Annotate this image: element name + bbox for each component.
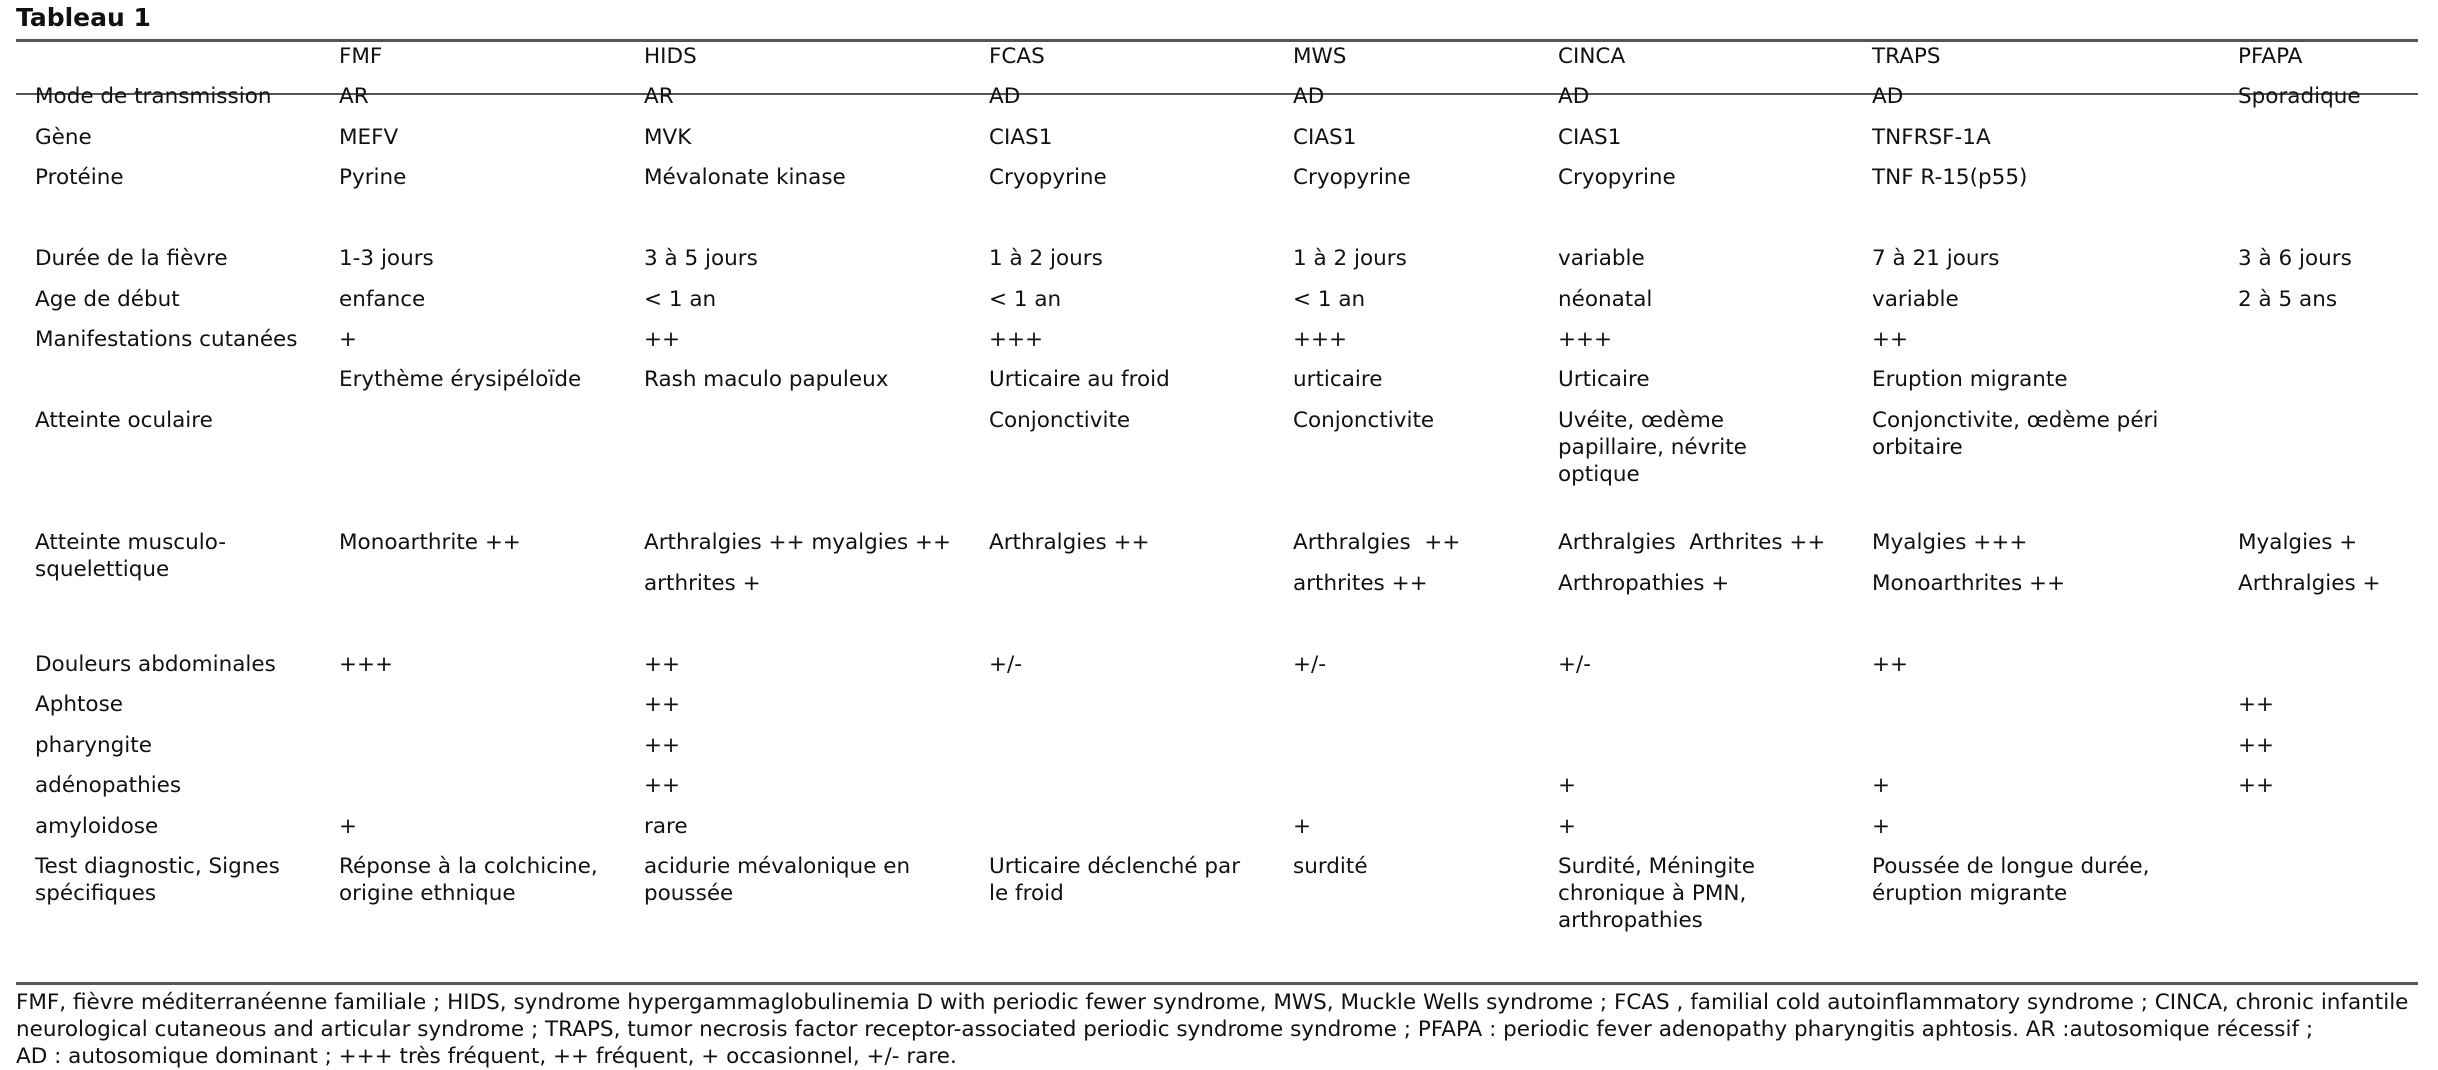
row-label: Atteinte musculo- squelettique [35, 530, 227, 582]
table-cell: Urticaire [1558, 367, 1650, 392]
table-cell: CIAS1 [1293, 125, 1357, 150]
table-cell: ++ [2238, 773, 2275, 798]
table-cell: + [1558, 814, 1577, 839]
table-cell: Sporadique [2238, 84, 2361, 109]
table-cell: MVK [644, 125, 692, 150]
table-cell: AR [644, 84, 674, 109]
row-label: Atteinte oculaire [35, 408, 213, 433]
table-cell: Monoarthrites ++ [1872, 571, 2066, 596]
table-cell: +/- [1293, 652, 1327, 677]
table-cell: Conjonctivite, œdème péri orbitaire [1872, 408, 2159, 460]
bottom-rule [16, 982, 2418, 985]
table-cell: variable [1558, 246, 1645, 271]
table-cell: arthrites + [644, 571, 761, 596]
table-cell: AD [989, 84, 1021, 109]
column-header: HIDS [644, 44, 697, 69]
table-cell: Réponse à la colchicine, origine ethnique [339, 854, 598, 906]
table-cell: 2 à 5 ans [2238, 287, 2338, 312]
table-cell: TNF R-15(p55) [1872, 165, 2028, 190]
header-rule [16, 93, 2418, 95]
table-cell: +++ [989, 327, 1044, 352]
column-header: PFAPA [2238, 44, 2303, 69]
table-cell: + [1872, 773, 1891, 798]
top-rule [16, 39, 2418, 42]
row-label: pharyngite [35, 733, 152, 758]
table-cell: AD [1293, 84, 1325, 109]
table-cell: + [1558, 773, 1577, 798]
table-cell: + [339, 327, 358, 352]
table-cell: ++ [1872, 327, 1909, 352]
table-cell: AD [1558, 84, 1590, 109]
footnote-line: AD : autosomique dominant ; +++ très fréquent, ++ fréquent, + occasionnel, +/- rare. [16, 1044, 957, 1069]
table-cell: Conjonctivite [1293, 408, 1435, 433]
table-cell: Myalgies + [2238, 530, 2358, 555]
table-cell: ++ [644, 733, 681, 758]
table-cell: Arthralgies ++ [989, 530, 1150, 555]
row-label: Manifestations cutanées [35, 327, 298, 352]
row-label: Age de début [35, 287, 180, 312]
column-header: FMF [339, 44, 383, 69]
footnote [16, 989, 2416, 1070]
column-header: FCAS [989, 44, 1045, 69]
table-cell: Rash maculo papuleux [644, 367, 889, 392]
table-cell: Myalgies +++ [1872, 530, 2028, 555]
table-cell: +/- [1558, 652, 1592, 677]
table-cell: 1-3 jours [339, 246, 434, 271]
row-label: Mode de transmission [35, 84, 272, 109]
table-cell: MEFV [339, 125, 399, 150]
row-label: adénopathies [35, 773, 182, 798]
table-cell: Pyrine [339, 165, 407, 190]
table-cell: Cryopyrine [1558, 165, 1676, 190]
table-title: Tableau 1 [16, 3, 151, 32]
column-header: CINCA [1558, 44, 1626, 69]
row-label: Douleurs abdominales [35, 652, 276, 677]
column-header: TRAPS [1872, 44, 1941, 69]
table-cell: Cryopyrine [1293, 165, 1411, 190]
table-cell: ++ [644, 692, 681, 717]
table-cell: + [1872, 814, 1891, 839]
table-cell: ++ [2238, 692, 2275, 717]
row-label: Gène [35, 125, 92, 150]
table-cell: variable [1872, 287, 1959, 312]
table-cell: acidurie mévalonique en poussée [644, 854, 911, 906]
row-label: Test diagnostic, Signes spécifiques [35, 854, 280, 906]
table-cell: 1 à 2 jours [1293, 246, 1407, 271]
table-cell: Urticaire au froid [989, 367, 1170, 392]
table-cell: Mévalonate kinase [644, 165, 846, 190]
table-cell: 1 à 2 jours [989, 246, 1103, 271]
table-cell: Surdité, Méningite chronique à PMN, arthropathies [1558, 854, 1755, 933]
table-cell: ++ [1872, 652, 1909, 677]
table-cell: TNFRSF-1A [1872, 125, 1991, 150]
table-cell: 3 à 6 jours [2238, 246, 2352, 271]
row-label: Aphtose [35, 692, 123, 717]
table-cell: Arthralgies + [2238, 571, 2381, 596]
footnote-line: FMF, fièvre méditerranéenne familiale ; HIDS, syndrome hypergammaglobulinemia D with periodic fewer syndrome, MWS, Muckle Wells syndrome ; FCAS , familial cold autoinflammatory syndrome ; CINCA, chronic infantile [16, 990, 2409, 1015]
table-cell: Arthropathies + [1558, 571, 1730, 596]
table-cell: +++ [339, 652, 394, 677]
table-cell: néonatal [1558, 287, 1653, 312]
table-cell: ++ [644, 327, 681, 352]
table-cell: Monoarthrite ++ [339, 530, 521, 555]
table-cell: enfance [339, 287, 426, 312]
table-cell: +++ [1293, 327, 1348, 352]
table-cell: Poussée de longue durée, éruption migrante [1872, 854, 2150, 906]
table-cell: CIAS1 [989, 125, 1053, 150]
table-cell: Eruption migrante [1872, 367, 2068, 392]
table-cell: rare [644, 814, 688, 839]
table-cell: Arthralgies ++ [1293, 530, 1461, 555]
table-cell: ++ [644, 773, 681, 798]
table-cell: Erythème érysipéloïde [339, 367, 582, 392]
footnote-line: neurological cutaneous and articular syndrome ; TRAPS, tumor necrosis factor receptor-associated periodic syndrome syndrome ; PFAPA : periodic fever adenopathy pharyngitis aphtosis. AR :autosomique récessif ; [16, 1017, 2314, 1042]
row-label: Protéine [35, 165, 124, 190]
table-cell: surdité [1293, 854, 1368, 879]
table-cell: 7 à 21 jours [1872, 246, 2000, 271]
table-cell: urticaire [1293, 367, 1383, 392]
row-label: Durée de la fièvre [35, 246, 228, 271]
table-cell: Cryopyrine [989, 165, 1107, 190]
table-cell: + [1293, 814, 1312, 839]
table-cell: ++ [2238, 733, 2275, 758]
table-cell: Conjonctivite [989, 408, 1131, 433]
row-label: amyloidose [35, 814, 159, 839]
table-cell: +/- [989, 652, 1023, 677]
table-cell: arthrites ++ [1293, 571, 1428, 596]
table-cell: +++ [1558, 327, 1613, 352]
column-header: MWS [1293, 44, 1347, 69]
table-cell: 3 à 5 jours [644, 246, 758, 271]
table-cell: < 1 an [989, 287, 1062, 312]
table-cell: < 1 an [1293, 287, 1366, 312]
table-cell: Urticaire déclenché par le froid [989, 854, 1241, 906]
table-cell: ++ [644, 652, 681, 677]
table-cell: AR [339, 84, 369, 109]
table-cell: AD [1872, 84, 1904, 109]
table-cell: Uvéite, œdème papillaire, névrite optique [1558, 408, 1747, 487]
table-cell: Arthralgies Arthrites ++ [1558, 530, 1826, 555]
table-cell: CIAS1 [1558, 125, 1622, 150]
table-cell: + [339, 814, 358, 839]
table-cell: < 1 an [644, 287, 717, 312]
table-cell: Arthralgies ++ myalgies ++ [644, 530, 952, 555]
